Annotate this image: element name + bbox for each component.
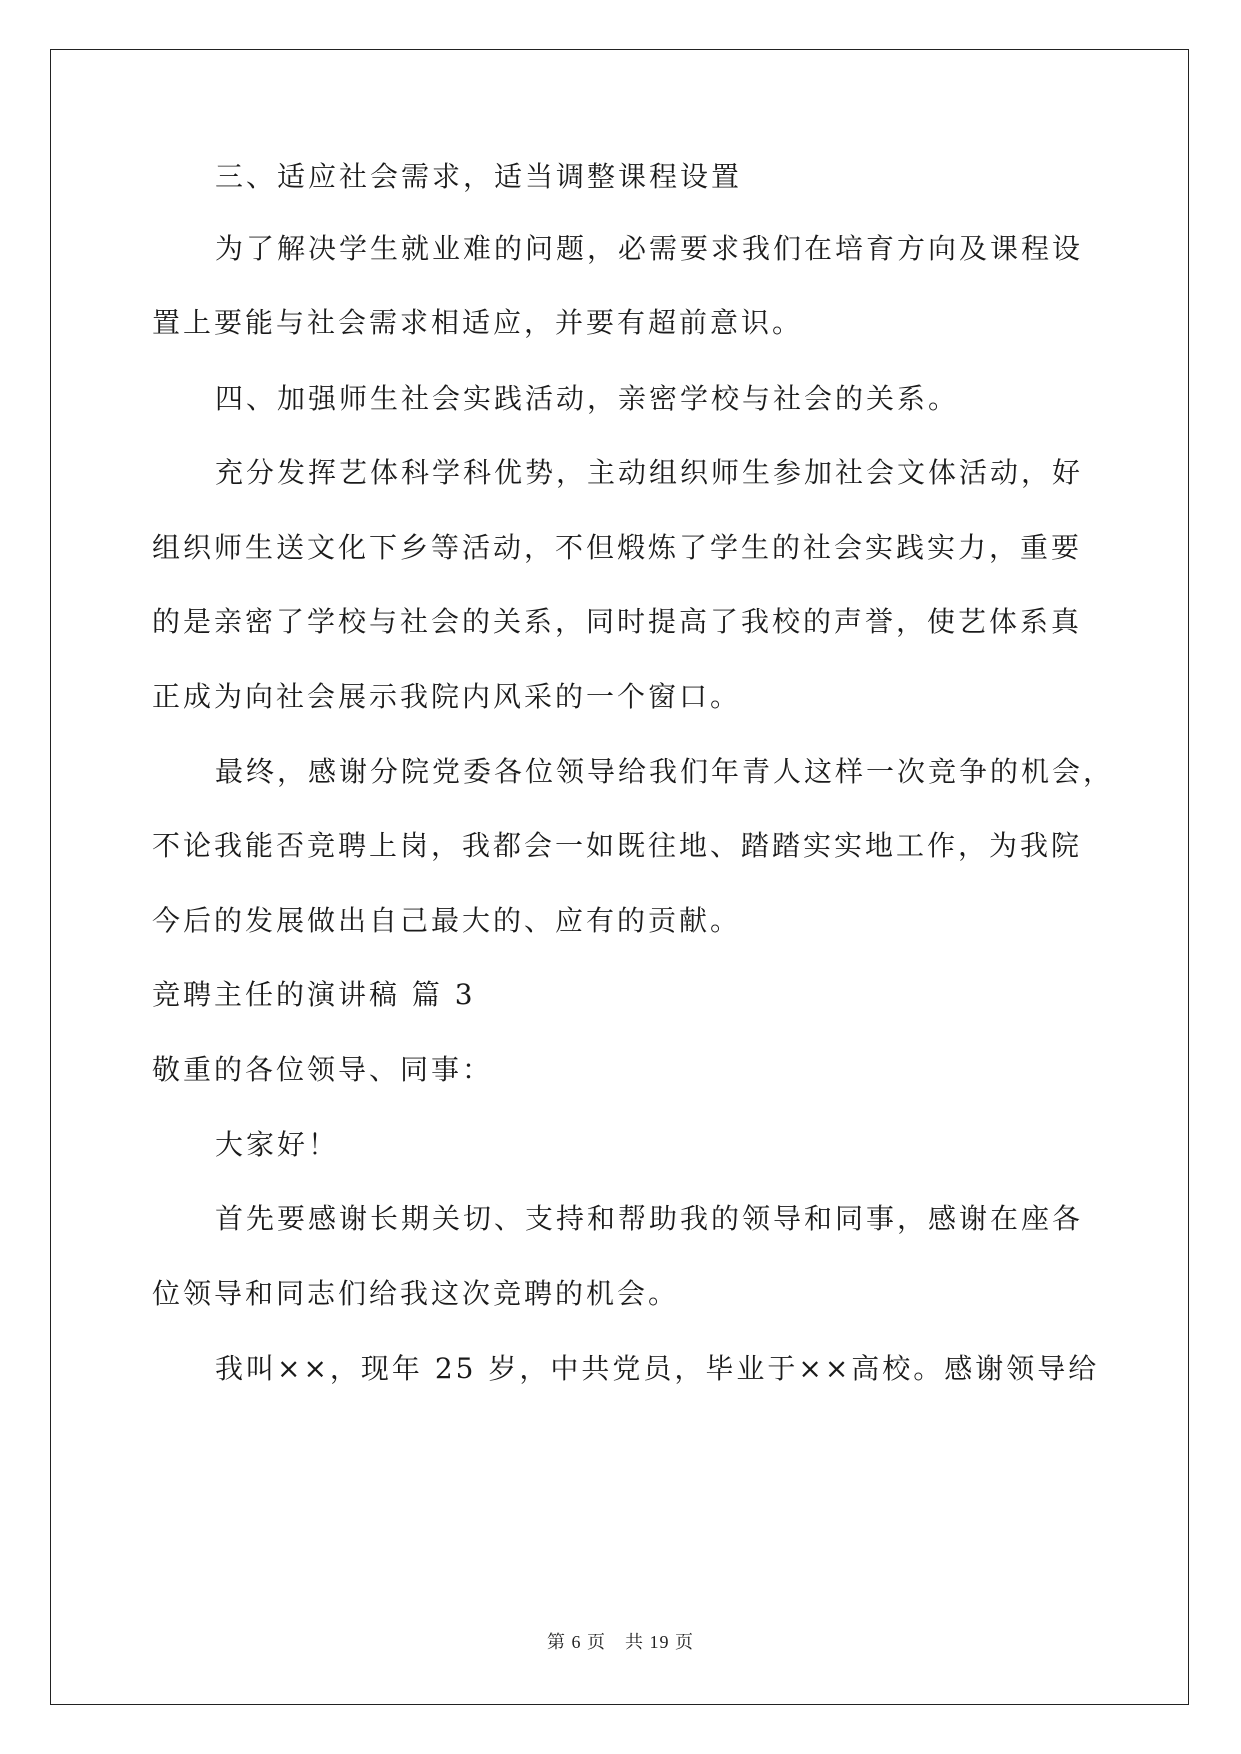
- paragraph-line: 正成为向社会展示我院内风采的一个窗口。: [152, 680, 742, 713]
- salutation: 敬重的各位领导、同事：: [152, 1053, 494, 1086]
- article-title: 竞聘主任的演讲稿 篇 3: [152, 978, 476, 1011]
- paragraph-line: 充分发挥艺体科学科优势，主动组织师生参加社会文体活动，好: [215, 456, 1084, 489]
- paragraph-line: 不论我能否竞聘上岗，我都会一如既往地、踏踏实实地工作，为我院: [152, 829, 1083, 862]
- paragraph-line: 置上要能与社会需求相适应，并要有超前意识。: [152, 306, 804, 339]
- paragraph-line: 最终，感谢分院党委各位领导给我们年青人这样一次竞争的机会，: [215, 755, 1115, 788]
- paragraph-line: 为了解决学生就业难的问题，必需要求我们在培育方向及课程设: [215, 232, 1084, 265]
- paragraph-line: 的是亲密了学校与社会的关系，同时提高了我校的声誉，使艺体系真: [152, 605, 1083, 638]
- paragraph-line: 位领导和同志们给我这次竞聘的机会。: [152, 1277, 680, 1310]
- section-heading: 四、加强师生社会实践活动，亲密学校与社会的关系。: [215, 382, 960, 415]
- paragraph-line: 组织师生送文化下乡等活动，不但煅炼了学生的社会实践实力，重要: [152, 531, 1083, 564]
- greeting: 大家好！: [215, 1128, 340, 1161]
- paragraph-line: 今后的发展做出自己最大的、应有的贡献。: [152, 904, 742, 937]
- page-border: [50, 49, 1189, 1705]
- paragraph-line: 我叫××，现年 25 岁，中共党员，毕业于××高校。感谢领导给: [215, 1352, 1100, 1385]
- page-number-footer: 第 6 页 共 19 页: [547, 1632, 694, 1652]
- section-heading: 三、适应社会需求，适当调整课程设置: [215, 160, 743, 193]
- paragraph-line: 首先要感谢长期关切、支持和帮助我的领导和同事，感谢在座各: [215, 1202, 1084, 1235]
